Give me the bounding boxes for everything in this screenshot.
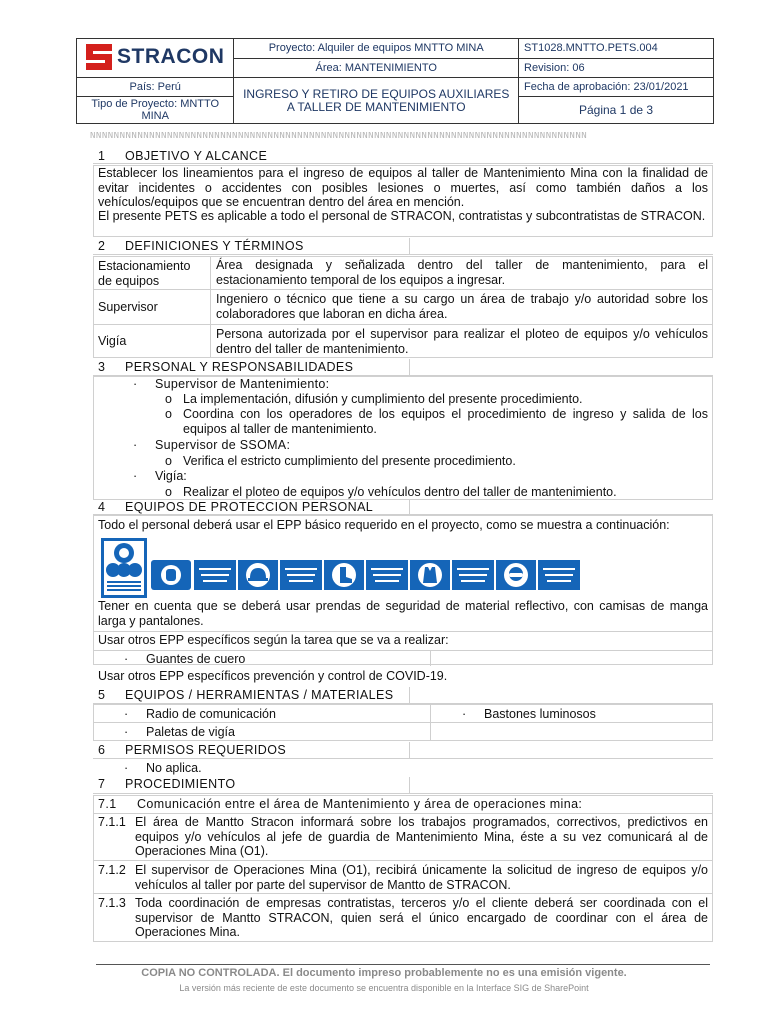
gloves-icon <box>157 564 185 586</box>
document-header <box>76 38 714 124</box>
boots-text-sign <box>366 560 408 590</box>
section-2-number: 2 <box>98 239 106 253</box>
section-7-number: 7 <box>98 777 106 791</box>
document-title: INGRESO Y RETIRO DE EQUIPOS AUXILIARES A TALLER DE MANTENIMIENTO <box>234 78 519 124</box>
responsibility-item: Verifica el estricto cumplimiento del presente procedimiento. <box>183 454 516 468</box>
sign-text-lines-icon <box>455 565 491 585</box>
bullet-dot: · <box>124 725 129 739</box>
area-name: Área: MANTENIMIENTO <box>234 58 519 78</box>
section-4-number: 4 <box>98 500 106 514</box>
responsibility-item: Coordina con los operadores de los equipos el procedimiento de ingreso y salida de los equipos al taller de mantenimiento. <box>183 407 708 436</box>
goggles-icon <box>503 562 529 588</box>
bullet-dot: · <box>133 377 138 391</box>
project-name: Proyecto: Alquiler de equipos MNTTO MINA <box>234 39 519 59</box>
boots-icon <box>331 562 357 588</box>
goggles-sign <box>496 560 536 590</box>
responsibility-item: La implementación, difusión y cumplimiento del presente procedimiento. <box>183 392 583 406</box>
helmet-sign <box>238 560 278 590</box>
step-number: 7.1.3 <box>98 896 126 910</box>
section-3-number: 3 <box>98 360 106 374</box>
material-item: Bastones luminosos <box>484 707 596 721</box>
section-6-number: 6 <box>98 743 106 757</box>
subsection-title: Comunicación entre el área de Mantenimiento y área de operaciones mina: <box>137 797 583 811</box>
stracon-logo <box>86 44 224 70</box>
vest-icon <box>417 562 443 588</box>
vest-text-sign <box>452 560 494 590</box>
bullet-circle: o <box>165 454 172 468</box>
definition-term: Estacionamiento de equipos <box>98 259 191 288</box>
section-3-title: PERSONAL Y RESPONSABILIDADES <box>125 360 354 374</box>
responsibility-role: Vigía: <box>155 469 187 483</box>
document-code: ST1028.MNTTO.PETS.004 <box>519 39 714 59</box>
definition-term: Supervisor <box>98 300 158 314</box>
section-5-title: EQUIPOS / HERRAMIENTAS / MATERIALES <box>125 688 394 702</box>
responsibility-role: Supervisor de Mantenimiento: <box>155 377 330 391</box>
step-text: El supervisor de Operaciones Mina (O1), recibirá únicamente la solicitud de ingreso de equipos y/o vehículos al taller por parte del supervisor de Mantto de STRACON. <box>135 863 708 892</box>
goggles-text-sign <box>538 560 580 590</box>
sign-text-lines-icon <box>541 565 577 585</box>
section-1-paragraph-2: El presente PETS es aplicable a todo el personal de STRACON, contratistas y subcontratistas de STRACON. <box>98 209 706 223</box>
definition-text: Ingeniero o técnico que tiene a su cargo un área de trabajo y/o autoridad sobre los colaboradores que laboran en dicha área. <box>216 292 708 321</box>
definition-text: Área designada y señalizada dentro del taller de mantenimiento, para el estacionamiento temporal de los equipos a ingresar. <box>216 258 708 287</box>
bullet-circle: o <box>165 485 172 499</box>
company-name: STRACON <box>117 44 225 68</box>
footer-version-note: La versión más reciente de este documento se encuentra disponible en la Interface SIG de SharePoint <box>179 983 589 993</box>
gloves-sign <box>151 560 191 590</box>
sign-text-lines-icon <box>369 565 405 585</box>
permit-item: No aplica. <box>146 761 202 775</box>
step-number: 7.1.2 <box>98 863 126 877</box>
helmet-icon <box>245 562 271 588</box>
definition-term: Vigía <box>98 334 127 348</box>
approval-date: Fecha de aprobación: 23/01/2021 <box>519 78 714 97</box>
bullet-dot: · <box>133 438 138 452</box>
epp-other-note: Usar otros EPP específicos según la tarea que se va a realizar: <box>98 633 449 647</box>
bullet-dot: · <box>133 469 138 483</box>
responsibility-item: Realizar el ploteo de equipos y/o vehículos dentro del taller de mantenimiento. <box>183 485 617 499</box>
step-text: Toda coordinación de empresas contratistas, terceros y/o el cliente deberá ser coordinada con el supervisor de Mantto STRACON, quien será el único encargado de coordinar con el área de Operaciones Mina. <box>135 896 708 939</box>
bullet-dot: · <box>462 707 467 721</box>
revision-number: Revision: 06 <box>519 58 714 78</box>
sign-text-lines-icon <box>197 565 233 585</box>
step-number: 7.1.1 <box>98 815 126 829</box>
section-6-title: PERMISOS REQUERIDOS <box>125 743 287 757</box>
epp-item: Guantes de cuero <box>146 652 246 666</box>
section-1-number: 1 <box>98 149 106 163</box>
boots-sign <box>324 560 364 590</box>
epp-covid-note: Usar otros EPP específicos prevención y control de COVID-19. <box>98 669 448 683</box>
vest-sign <box>410 560 450 590</box>
epp-reflective-note: Tener en cuenta que se deberá usar prendas de seguridad de material reflectivo, con camisas de manga larga y pantalones. <box>98 599 708 628</box>
sign-text-lines-icon <box>283 565 319 585</box>
project-type: Tipo de Proyecto: MNTTO MINA <box>77 97 234 124</box>
decorative-separator: NNNNNNNNNNNNNNNNNNNNNNNNNNNNNNNNNNNNNNNNNNNNNNNNNNNNNNNNNNNNNNNNNNNNNNNNNNNNNNNNNNNN <box>90 132 588 140</box>
material-item: Paletas de vigía <box>146 725 235 739</box>
bullet-circle: o <box>165 407 172 421</box>
section-2-title: DEFINICIONES Y TÉRMINOS <box>125 239 304 253</box>
responsibility-role: Supervisor de SSOMA: <box>155 438 291 452</box>
subsection-number: 7.1 <box>98 797 117 811</box>
ppe-combined-icon <box>104 541 144 595</box>
footer-divider <box>96 964 710 965</box>
bullet-dot: · <box>124 761 129 775</box>
section-7-title: PROCEDIMIENTO <box>125 777 236 791</box>
bullet-dot: · <box>124 652 129 666</box>
section-1-paragraph-1: Establecer los lineamientos para el ingreso de equipos al taller de Mantenimiento Mina con la finalidad de evitar incidentes o accidentes con posibles lesiones o muertes, así como también daños a los vehículos/equipos que se encuentran dentro del área en mención. <box>98 166 708 209</box>
country: País: Perú <box>77 78 234 97</box>
page-number: Página 1 de 3 <box>519 97 714 124</box>
epp-intro: Todo el personal deberá usar el EPP básico requerido en el proyecto, como se muestra a continuación: <box>98 518 670 532</box>
logo-cell <box>77 39 234 78</box>
stracon-logo-mark <box>86 44 112 70</box>
section-4-title: EQUIPOS DE PROTECCION PERSONAL <box>125 500 374 514</box>
footer-uncontrolled-copy: COPIA NO CONTROLADA. El documento impreso probablemente no es una emisión vigente. <box>141 967 627 979</box>
helmet-text-sign <box>280 560 322 590</box>
section-1-title: OBJETIVO Y ALCANCE <box>125 149 268 163</box>
material-item: Radio de comunicación <box>146 707 276 721</box>
ppe-combined-sign <box>101 538 147 598</box>
bullet-dot: · <box>124 707 129 721</box>
section-5-number: 5 <box>98 688 106 702</box>
definition-text: Persona autorizada por el supervisor para realizar el ploteo de equipos y/o vehículos dentro del taller de mantenimiento. <box>216 327 708 356</box>
step-text: El área de Mantto Stracon informará sobre los trabajos programados, correctivos, predictivos en equipos y/o vehículos al jefe de guardia de Mantenimiento Mina, éste a su vez comunicará al de Operaciones Mina (O1). <box>135 815 708 858</box>
gloves-text-sign <box>194 560 236 590</box>
bullet-circle: o <box>165 392 172 406</box>
